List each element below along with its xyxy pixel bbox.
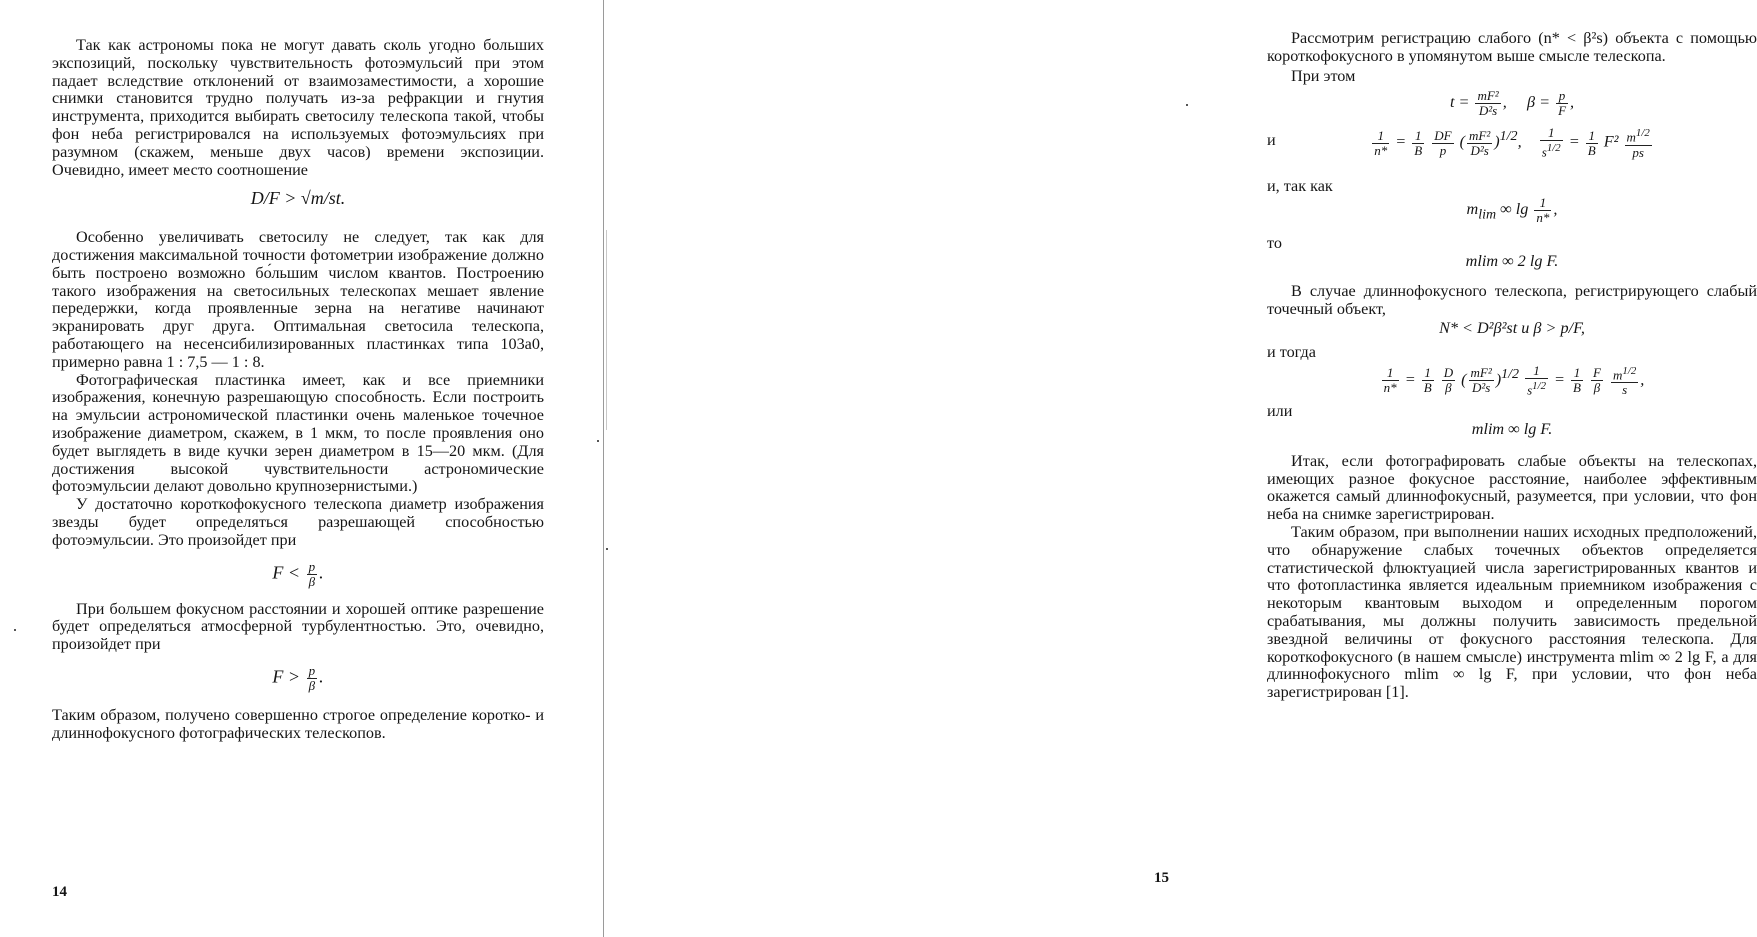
formula-mlim-short: mlim ∞ 2 lg F. [1465,251,1559,270]
formula-n-long-2: $\frac{1}{n*}$ = $\frac{1}{B}$ $\frac{D}{\beta}$ ( $\frac{\text{mF²}}{\text{D²s}}$ )$^{1/2}$ $\frac{1}{s^{1/2}}$ = $\frac{1}{B}$ $\frac{F}{\beta}$ $\frac{m^{1/2}}{s}$ , [1383,362,1645,398]
formula-text: t = [1449,93,1470,112]
formula-row [1267,124,1757,174]
scan-speck [597,440,599,442]
paragraph: Таким образом, получено совершенно строгое определение коротко- и длиннофокусного фотографических телескопов. [52,705,544,742]
row-label: и [1267,131,1276,150]
page-number: 14 [52,884,67,900]
text-line: и, так как [1267,177,1333,196]
paragraph: Так как астрономы пока не могут давать сколь угодно больших экспозиций, поскольку чувствительность фотоэмульсий при этом падает вследствие отклонений от взаимозаместимости, а хорошие снимки становится трудно получать из-за рефракции и гнутия инструмента, приходится выбирать светосилу телескопа такой, чтобы фон неба регистрировался на используемых фотоэмульсиях при разумном (скажем, меньше двух часов) времени экспозиции. Очевидно, имеет место соотношение [52,36,544,179]
fraction: $\frac{1}{s^{1/2}}$ [1541,125,1561,160]
paragraph: Итак, если фотографировать слабые объекты на телескопах, имеющих разное фокусное расстояние, наиболее эффективным окажется самый длиннофокусный, разумеется, при условии, что фон неба на снимке зарегистрирован. [1267,451,1757,524]
text-line: то [1267,234,1282,253]
fraction: $\frac{p}{\beta}$ [308,558,316,589]
text-line: или [1267,402,1293,421]
formula-long-focus: F > $\frac{p}{\beta}$ . [272,662,324,693]
formula-text: F > [272,666,301,687]
page-number: 15 [1154,870,1169,886]
paragraph: При большем фокусном расстоянии и хорошей оптике разрешение будет определяться атмосферной турбулентностью. Это, очевидно, произойдет при [52,599,544,654]
text-line: и тогда [1267,343,1316,362]
paragraph: Особенно увеличивать светосилу не следует, так как для достижения максимальной точности фотометрии изображение должно быть построено возможно бо́льшим числом квантов. Построению такого изображения на светосильных телескопах мешает явление передержки, когда проявленные зерна на негативе начинают экранировать друг друга. Оптимальная светосила телескопа, работающего на несенсибилизированных пластинках типа 103а0, примерно равна 1 : 7,5 — 1 : 8. [52,228,544,371]
text-line: При этом [1291,66,1356,85]
fraction: $\frac{p}{F}$ [1558,88,1567,119]
fraction: $\frac{1}{n*}$ [1383,365,1397,396]
fraction: $\frac{p}{\beta}$ [308,662,316,693]
fraction: $\frac{m^{1/2}}{ps}$ [1626,127,1650,160]
left-page [0,0,600,937]
fraction: $\frac{\text{mF²}}{\text{D²s}}$ [1470,365,1492,396]
fraction: $\frac{1}{n*}$ [1374,127,1388,158]
fraction: $\frac{D}{\beta}$ [1443,365,1454,396]
formula-aperture: D/F > √m/st. [250,188,346,209]
formula-exposure: t = $\frac{\text{mF²}}{\text{D²s}}$ , β = $\frac{p}{F}$ , [1449,88,1575,119]
formula-n-short: $\frac{1}{n*}$ = $\frac{1}{B}$ $\frac{DF}{p}$ ( $\frac{\text{mF²}}{\text{D²s}}$ )$^{1/2}$, $\frac{1}{s^{1/2}}$ = $\frac{1}{B}$ F² $\frac{m^{1/2}}{ps}$ [1374,125,1650,160]
fraction: $\frac{1}{s^{1/2}}$ [1527,362,1546,398]
formula-mlim-log: $m_{lim}$ ∞ lg $\frac{1}{n*}$ , [1466,195,1558,226]
formula-short-focus: F < $\frac{p}{\beta}$ . [272,558,324,589]
fraction: $\frac{m^{1/2}}{s}$ [1613,364,1637,398]
fraction: $\frac{\text{mF²}}{\text{D²s}}$ [1477,88,1499,119]
fraction: $\frac{1}{B}$ [1423,365,1432,396]
fraction: $\frac{1}{B}$ [1587,127,1596,158]
paragraph: У достаточно короткофокусного телескопа диаметр изображения звезды будет определяться разрешающей способностью фотоэмульсии. Это произойдет при [52,495,544,549]
formula-n-long: N* < D²β²st и β > p/F, [1439,319,1585,338]
paragraph: Фотографическая пластинка имеет, как и все приемники изображения, конечную разрешающую способность. Если построить на эмульсии астрономической пластинки очень маленькое точечное изображение диаметром, скажем, в 1 мкм, то после проявления оно будет выглядеть в виде кучки зерен диаметром в 15—20 мкм. (Для достижения высокой чувствительности астрономические фотоэмульсии делают довольно крупнозернистыми.) [52,370,544,496]
paragraph: В случае длиннофокусного телескопа, регистрирующего слабый точечный объект, [1267,281,1757,318]
right-page-text [1267,30,1757,702]
scan-speck [606,548,608,550]
formula-text: m [1466,200,1479,219]
left-page-text [52,37,544,743]
paragraph: Рассмотрим регистрацию слабого (n* < β²s) объекта с помощью короткофокусного в упомянутом выше смысле телескопа. [1267,29,1757,65]
fraction: $\frac{DF}{p}$ [1434,127,1452,158]
fraction: $\frac{\text{mF²}}{\text{D²s}}$ [1469,127,1491,158]
fraction: $\frac{1}{B}$ [1414,127,1423,158]
paragraph: Таким образом, при выполнении наших исходных предположений, что обнаружение слабых точечных объектов определяется статистической флюктуацией числа зарегистрированных квантов и что фотопластинка является идеальным приемником изображения с некоторым квантовым выходом и определенным порогом срабатывания, мы должны получить зависимость предельной звездной величины от фокусного расстояния телескопа. Для короткофокусного (в нашем смысле) инструмента mlim ∞ 2 lg F, а для длиннофокусного mlim ∞ lg F, при условии, что фон неба зарегистрирован [1]. [1267,523,1757,702]
fraction: $\frac{1}{n*}$ [1536,195,1550,226]
fraction: $\frac{F}{\beta}$ [1593,365,1601,396]
formula-text: F < [272,562,301,583]
formula-text: β = [1526,93,1551,112]
scan-speck [14,629,16,631]
scan-speck [1186,104,1188,106]
formula-mlim-long: mlim ∞ lg F. [1471,420,1553,439]
fraction: $\frac{1}{B}$ [1573,365,1581,396]
right-page [600,0,1757,937]
